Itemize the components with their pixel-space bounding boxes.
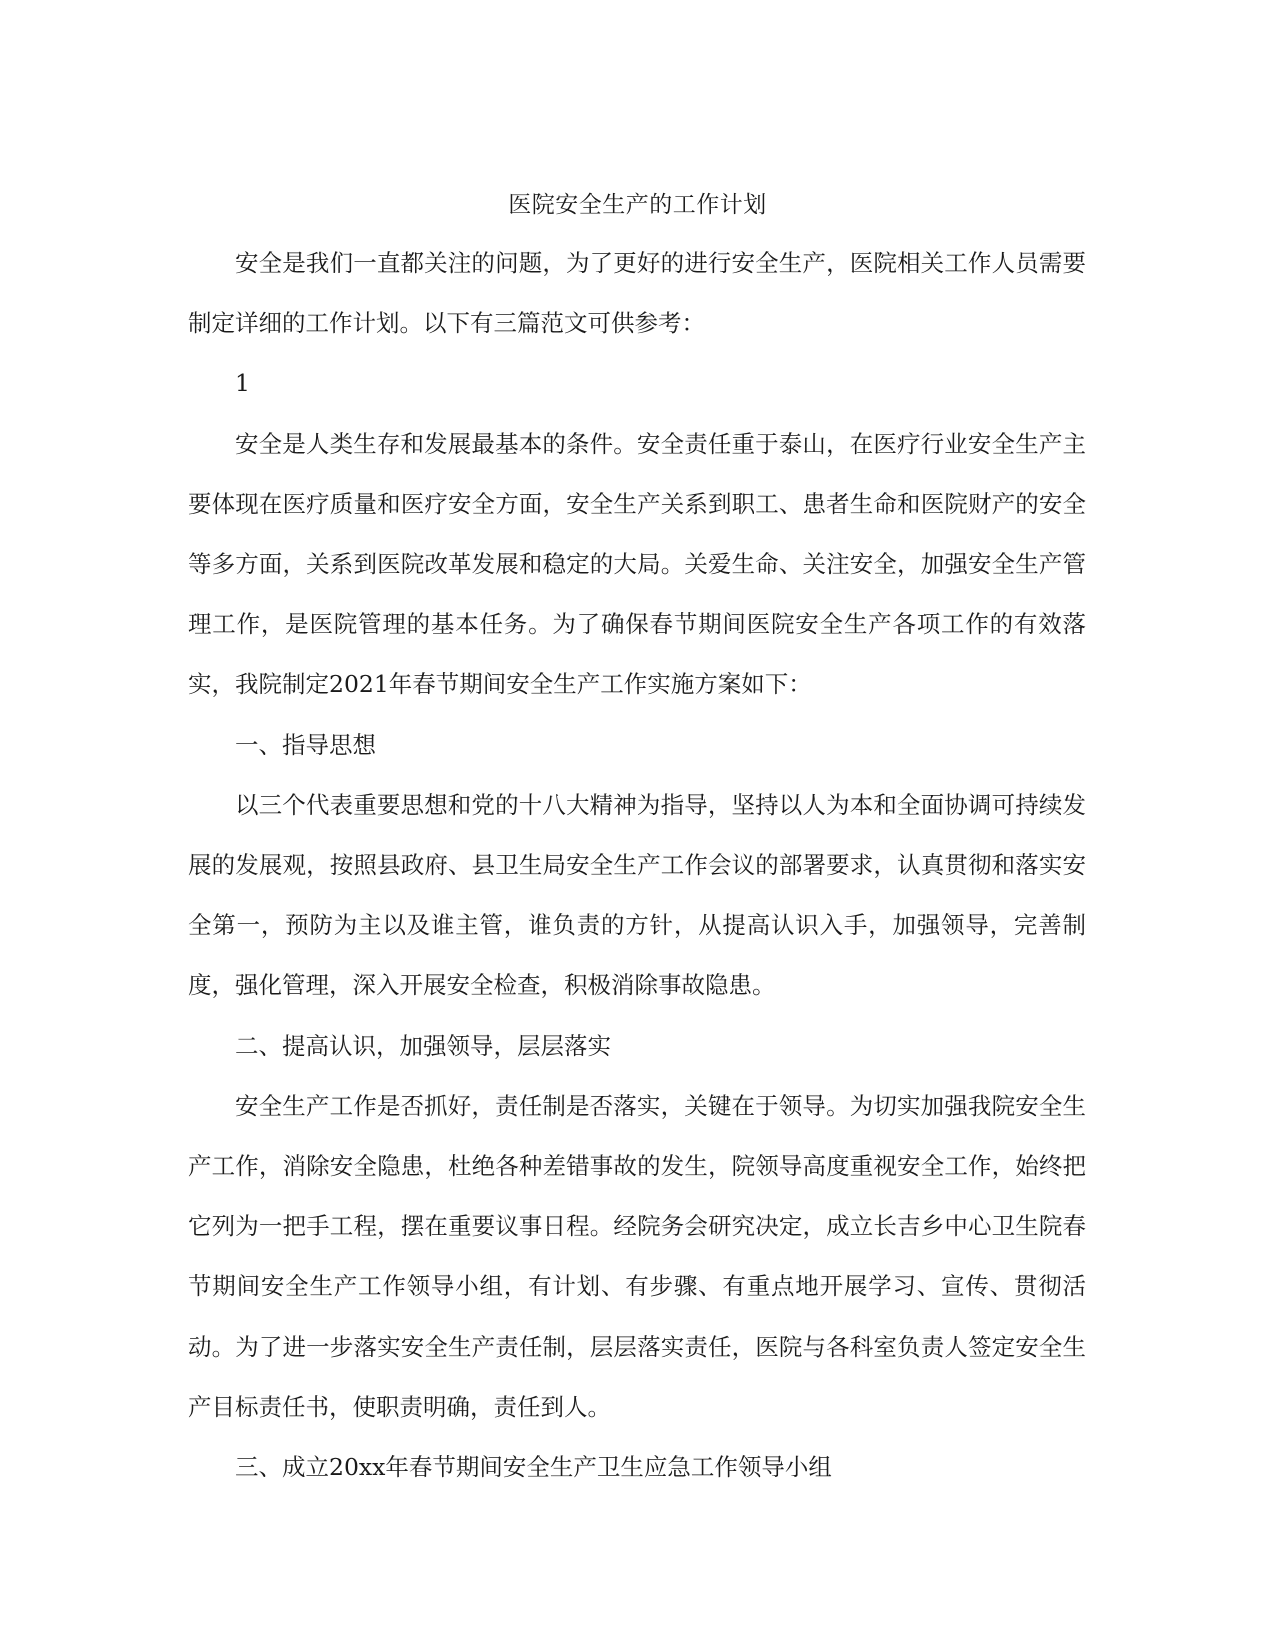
- paragraph-leadership: 安全生产工作是否抓好，责任制是否落实，关键在于领导。为切实加强我院安全生产工作，消除安全隐患，杜绝各种差错事故的发生，院领导高度重视安全工作，始终把它列为一把手工程，摆在重要议事日程。经院务会研究决定，成立长吉乡中心卫生院春节期间安全生产工作领导小组，有计划、有步骤、有重点地开展学习、宣传、贯彻活动。为了进一步落实安全生产责任制，层层落实责任，医院与各科室负责人签定安全生产目标责任书，使职责明确，责任到人。: [188, 1091, 1086, 1421]
- section-number: 1: [235, 369, 250, 398]
- heading-emergency-group: 三、成立20xx年春节期间安全生产卫生应急工作领导小组: [235, 1453, 832, 1482]
- document-body: [188, 233, 1086, 1497]
- document-title: 医院安全生产的工作计划: [508, 192, 767, 218]
- paragraph-guiding-ideology: 以三个代表重要思想和党的十八大精神为指导，坚持以人为本和全面协调可持续发展的发展观，按照县政府、县卫生局安全生产工作会议的部署要求，认真贯彻和落实安全第一，预防为主以及谁主管，谁负责的方针，从提高认识入手，加强领导，完善制度，强化管理，深入开展安全检查，积极消除事故隐患。: [188, 790, 1086, 1000]
- heading-leadership: 二、提高认识，加强领导，层层落实: [235, 1031, 611, 1060]
- heading-guiding-ideology: 一、指导思想: [235, 730, 376, 759]
- intro-paragraph: 安全是我们一直都关注的问题，为了更好的进行安全生产，医院相关工作人员需要制定详细的工作计划。以下有三篇范文可供参考：: [188, 249, 1086, 338]
- paragraph-overview: 安全是人类生存和发展最基本的条件。安全责任重于泰山，在医疗行业安全生产主要体现在医疗质量和医疗安全方面，安全生产关系到职工、患者生命和医院财产的安全等多方面，关系到医院改革发展和稳定的大局。关爱生命、关注安全，加强安全生产管理工作，是医院管理的基本任务。为了确保春节期间医院安全生产各项工作的有效落实，我院制定2021年春节期间安全生产工作实施方案如下：: [188, 429, 1086, 699]
